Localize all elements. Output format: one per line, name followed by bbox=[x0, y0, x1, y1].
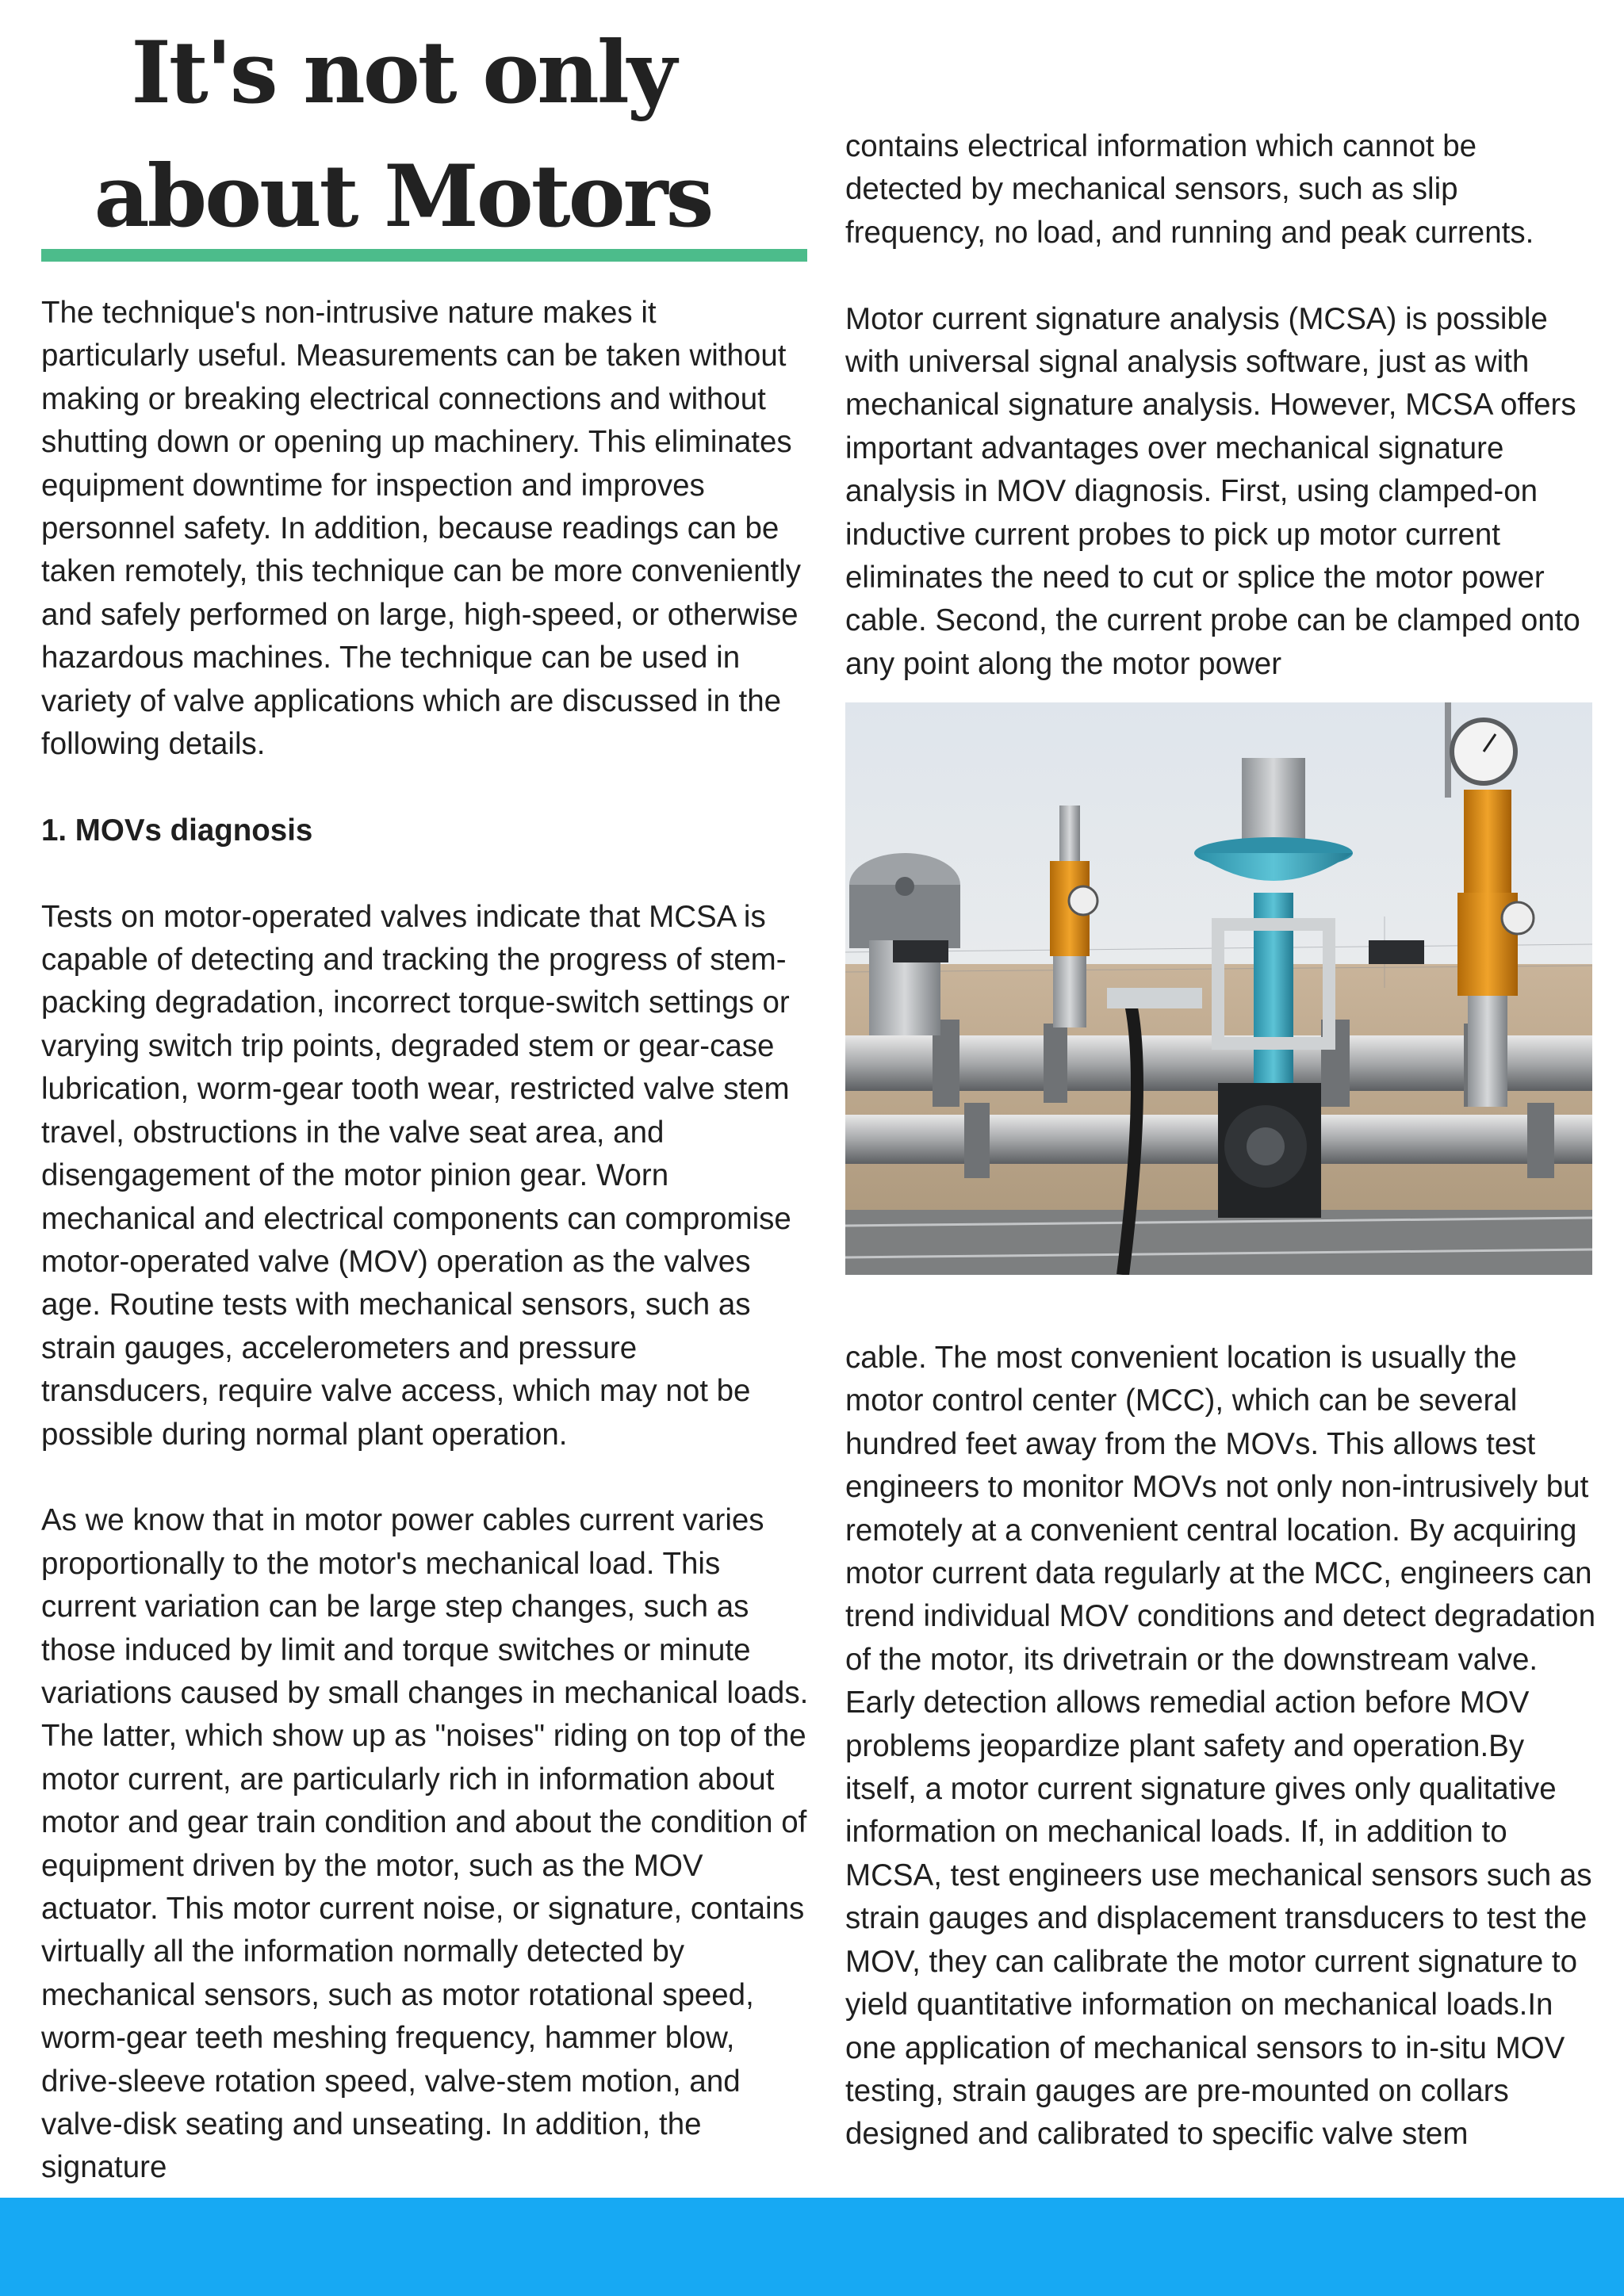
intro-paragraph: The technique's non-intrusive nature makes it particularly useful. Measurements can be taken without making or breaking electrical connections and without shutting down or opening up machinery. This eliminates equipment downtime for inspection and improves personnel safety. In addition, because readings can be taken remotely, this technique can be more conveniently and safely performed on large, high-speed, or otherwise hazardous machines. The technique can be used in variety of valve applications which are discussed in the following details. bbox=[41, 296, 802, 762]
title-line-1: It's not only bbox=[131, 23, 675, 123]
left-column bbox=[41, 292, 810, 2190]
right-column-bottom bbox=[845, 1337, 1595, 2156]
mov-tests-paragraph: Tests on motor-operated valves indicate that MCSA is capable of detecting and tracking the progress of stem-packing degradation, incorrect torque-switch settings or varying switch trip points, degraded stem or gear-case lubrication, worm-gear tooth wear, restricted valve stem travel, obstructions in the valve seat area, and disengagement of the motor pinion gear. Worn mechanical and electrical components can compromise motor-operated valve (MOV) operation as the valves age. Routine tests with mechanical sensors, such as strain gauges, accelerometers and pressure transducers, require valve access, which may not be possible during normal plant operation. bbox=[41, 899, 791, 1452]
current-variation-paragraph: As we know that in motor power cables current varies proportionally to the motor's mechanical load. This current variation can be large step changes, such as those induced by limit and torque switches or minute variations caused by small changes in mechanical loads. The latter, which show up as "noises" riding on top of the motor current, are particularly rich in information about motor and gear train condition and about the condition of equipment driven by the motor, such as the MOV actuator. This motor current noise, or signature, contains virtually all the information normally detected by mechanical sensors, such as motor rotational speed, worm-gear teeth meshing frequency, hammer blow, drive-sleeve rotation speed, valve-stem motion, and valve-disk seating and unseating. In addition, the signature bbox=[41, 1503, 809, 2185]
title-underline bbox=[41, 249, 807, 262]
valve-assembly-photo bbox=[845, 702, 1592, 1275]
page-title bbox=[41, 11, 764, 258]
mcc-paragraph: cable. The most convenient location is usually the motor control center (MCC), which can be several hundred feet away from the MOVs. This allows test engineers to monitor MOVs not only non-intrusively but remotely at a convenient central location. By acquiring motor current data regularly at the MCC, engineers can trend individual MOV conditions and detect degradation of the motor, its drivetrain or the downstream valve. Early detection allows remedial action before MOV problems jeopardize plant safety and operation.By itself, a motor current signature gives only qualitative information on mechanical loads. If, in addition to MCSA, test engineers use mechanical sensors such as strain gauges and displacement transducers to test the MOV, they can calibrate the motor current signature to yield quantitative information on mechanical loads.In one application of mechanical sensors to in-situ MOV testing, strain gauges are pre-mounted on collars designed and calibrated to specific valve stem bbox=[845, 1341, 1595, 2152]
section-heading: 1. MOVs diagnosis bbox=[41, 813, 313, 848]
continuation-paragraph: contains electrical information which cannot be detected by mechanical sensors, such as slip frequency, no load, and running and peak currents. bbox=[845, 129, 1534, 250]
mcsa-paragraph: Motor current signature analysis (MCSA) is possible with universal signal analysis software, just as with mechanical signature analysis. However, MCSA offers important advantages over mechanical signature analysis in MOV diagnosis. First, using clamped-on inductive current probes to pick up motor current eliminates the need to cut or splice the motor power cable. Second, the current probe can be clamped onto any point along the motor power bbox=[845, 301, 1580, 681]
title-line-2: about Motors bbox=[94, 147, 712, 247]
right-column-top bbox=[845, 125, 1595, 686]
footer-bar bbox=[0, 2198, 1624, 2296]
